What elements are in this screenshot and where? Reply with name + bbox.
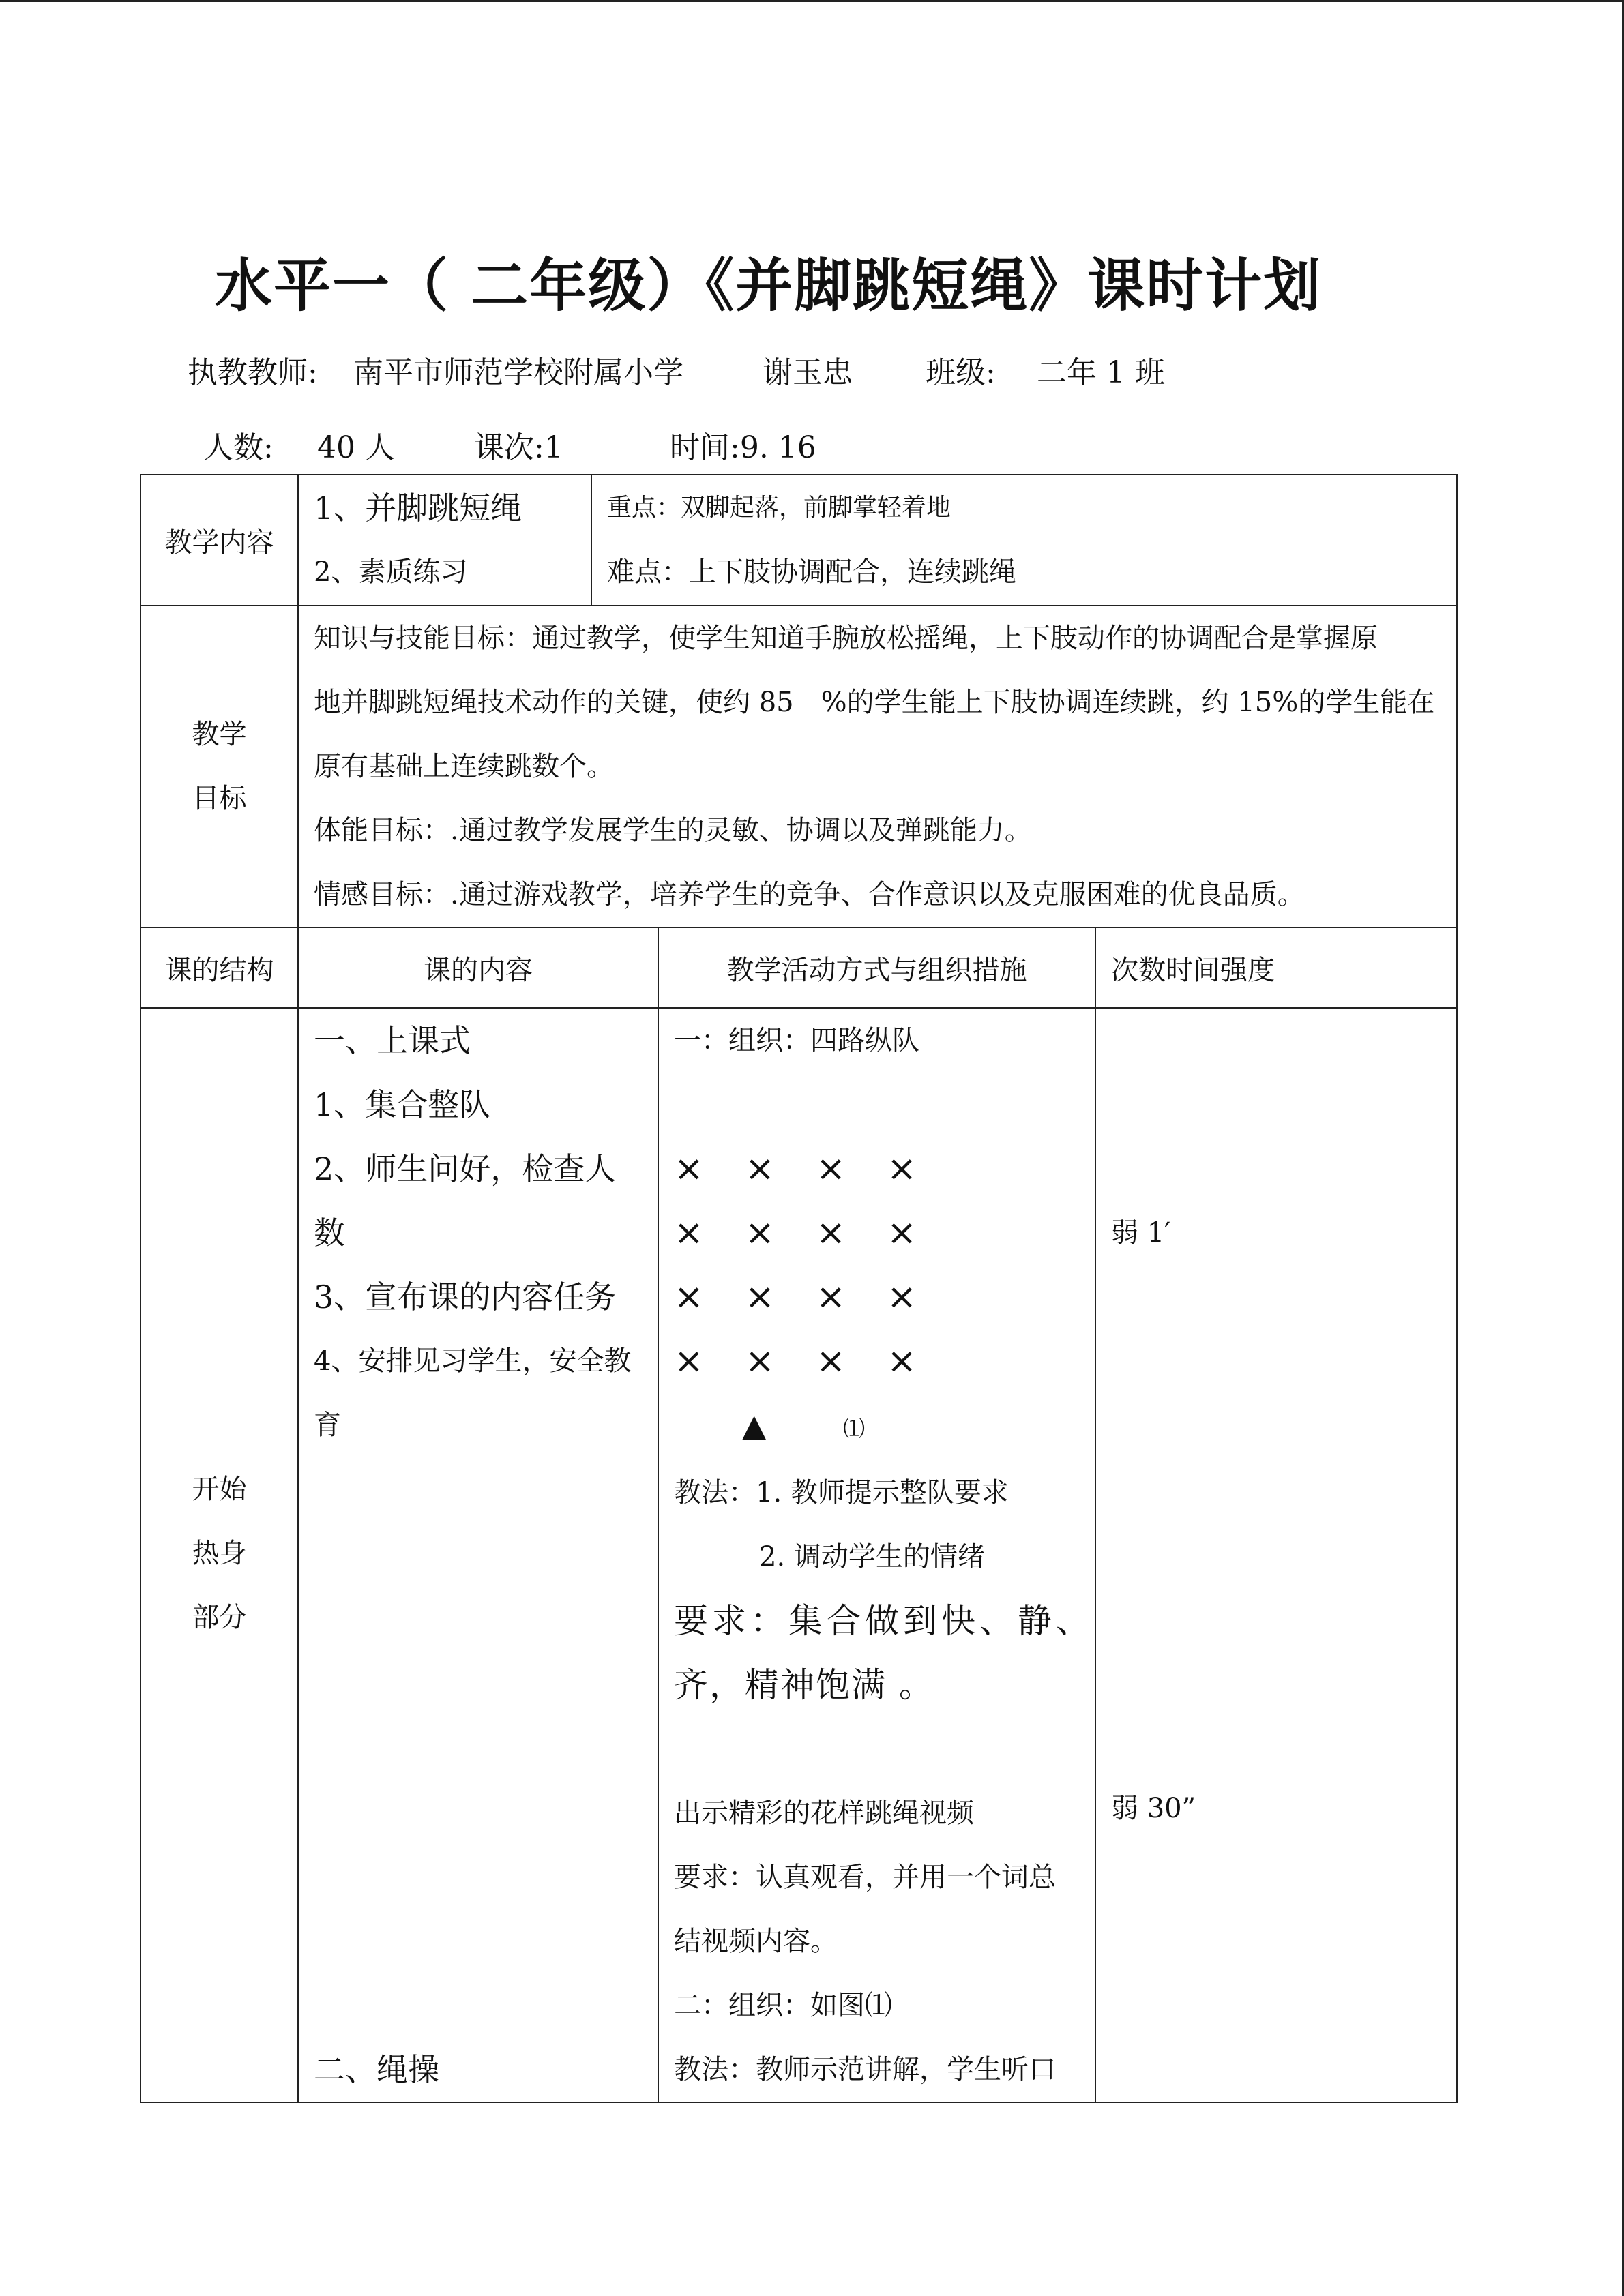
lesson-label: 课次:1 [474, 430, 563, 465]
method-line: 教法：1. 教师提示整队要求 [674, 1477, 1009, 1508]
org-line: 一：组织：四路纵队 [674, 1025, 919, 1056]
header-methods: 教学活动方式与组织措施 [658, 927, 1095, 1008]
section-label: 开始 热身 部分 [141, 1008, 298, 2102]
content-row [141, 475, 1457, 606]
content-line: 育 [314, 1410, 341, 1441]
content-line-rope: 二、绳操 [314, 2051, 439, 2088]
triangle-icon: ▲ [742, 1407, 767, 1444]
content-item: 1、并脚跳短绳 [314, 490, 522, 526]
page-border-top [0, 0, 1624, 2]
content-line: 3、宣布课的内容任务 [314, 1279, 617, 1315]
class-value: 二年 1 班 [1037, 355, 1165, 390]
method-line: 2. 调动学生的情绪 [759, 1541, 985, 1572]
section-methods [658, 1008, 1095, 2102]
video-line: 出示精彩的花样跳绳视频 [674, 1798, 974, 1829]
goal-line: 地并脚跳短绳技术动作的关键，使约 85 %的学生能上下肢协调连续跳，约 15%的学生能在 [314, 687, 1435, 718]
teacher-name: 谢玉忠 [763, 355, 853, 390]
goals-label: 教学 目标 [141, 606, 298, 927]
header-intensity: 次数时间强度 [1095, 927, 1457, 1008]
intensity-value: 弱 30” [1111, 1793, 1196, 1824]
content-line: 数 [314, 1214, 345, 1251]
content-label: 教学内容 [141, 475, 298, 606]
header-content: 课的内容 [298, 927, 658, 1008]
formation-row: × × × × [674, 1212, 932, 1253]
goals-row [141, 606, 1457, 927]
figure-number: ⑴ [843, 1416, 866, 1442]
content-item: 2、素质练习 [314, 556, 468, 588]
difficulty: 难点：上下肢协调配合，连续跳绳 [607, 556, 1016, 588]
count-label: 人数: [203, 430, 274, 465]
goal-line: 原有基础上连续跳数个。 [314, 751, 614, 782]
lesson-plan-table [140, 474, 1458, 2103]
requirement-line: 要求：集合做到快、静、 [674, 1601, 1094, 1641]
content-line: 2、师生问好，检查人 [314, 1150, 617, 1187]
teacher-position [674, 1393, 1095, 1461]
content-line: 一、上课式 [314, 1022, 471, 1059]
teacher-school: 南平市师范学校附属小学 [353, 355, 683, 390]
key-point: 重点：双脚起落，前脚掌轻着地 [607, 494, 951, 522]
method-line: 教法：教师示范讲解，学生听口 [674, 2054, 1056, 2085]
header-row [141, 927, 1457, 1008]
requirement-line: 齐，精神饱满 。 [674, 1665, 934, 1705]
goal-line: 体能目标：.通过教学发展学生的灵敏、协调以及弹跳能力。 [314, 815, 1032, 846]
section-content [298, 1008, 658, 2102]
content-line: 1、集合整队 [314, 1086, 491, 1123]
count-value: 40 人 [317, 430, 395, 465]
class-label: 班级: [926, 355, 996, 390]
video-req-line: 要求：认真观看，并用一个词总 [674, 1862, 1056, 1893]
teacher-label: 执教教师: [188, 355, 318, 390]
intensity-value: 弱 1′ [1111, 1217, 1171, 1249]
goal-line: 情感目标：.通过游戏教学，培养学生的竞争、合作意识以及克服困难的优良品质。 [314, 879, 1305, 910]
video-req-line: 结视频内容。 [674, 1926, 838, 1957]
section-intensity [1095, 1008, 1457, 2102]
formation-row: × × × × [674, 1341, 932, 1382]
warmup-row [141, 1008, 1457, 2102]
content-inner [299, 475, 1456, 605]
time-label: 时间:9. 16 [670, 430, 816, 465]
content-line: 4、安排见习学生，安全教 [314, 1345, 632, 1377]
header-structure: 课的结构 [141, 927, 298, 1008]
goal-line: 知识与技能目标：通过教学，使学生知道手腕放松摇绳，上下肢动作的协调配合是掌握原 [314, 623, 1378, 654]
org-line: 二：组织：如图⑴ [674, 1990, 892, 2021]
formation-row: × × × × [674, 1277, 932, 1317]
formation-row: × × × × [674, 1148, 932, 1189]
page-title: 水平一（ 二年级）《并脚跳短绳》课时计划 [215, 252, 1323, 319]
